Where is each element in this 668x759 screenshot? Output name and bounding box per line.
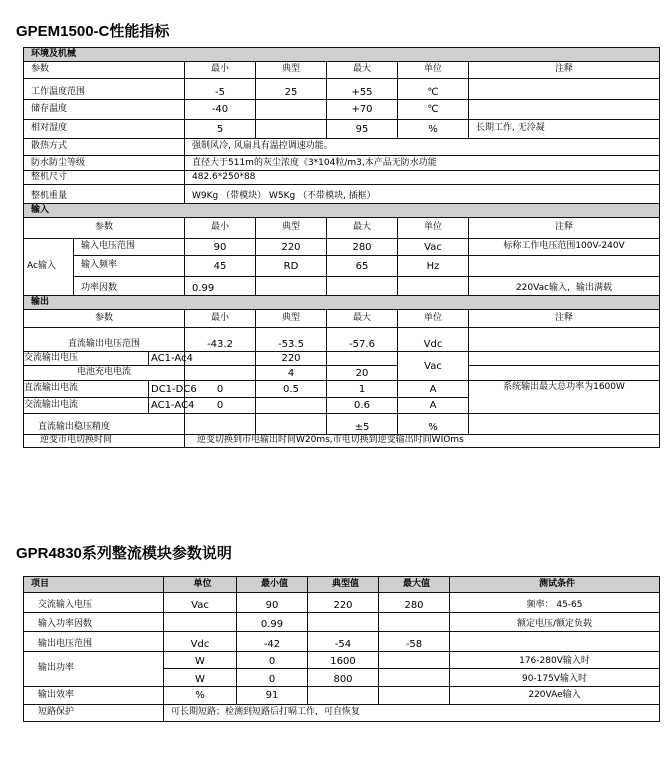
table-row: 交流输入电压 Vac 90 220 280 频率： 45-65 — [24, 593, 660, 613]
table-row: 交流输出电压 AC1-Ac4 220 Vac — [24, 352, 660, 366]
table-row: 输入频率 45 RD 65 Hz — [24, 256, 660, 277]
table-row: 工作温度范围 -5 25 +55 ℃ — [24, 79, 660, 100]
table-row: 输出功率 W 0 1600 176-280V输入时 — [24, 652, 660, 669]
section-header-input — [24, 204, 660, 218]
current-note: 系统输出最大总功率为1600W — [469, 381, 660, 414]
ac-dc-unit: Vac — [398, 352, 469, 381]
table-row: 直流输出电压范围 -43.2 -53.5 -57.6 Vdc — [24, 328, 660, 352]
table-row: 散热方式 强制风冷, 风扇具有温控调速功能。 — [24, 139, 660, 156]
performance-table — [23, 47, 660, 448]
table-row: 输出电压范围 Vdc -42 -54 -58 — [24, 632, 660, 652]
table-row: 功率因数 0.99 220Vac输入，输出满载 — [24, 277, 660, 296]
table-row: 直流输出稳压精度 ±5 % — [24, 414, 660, 435]
rectifier-title: GPR4830系列整流模块参数说明 — [16, 545, 232, 562]
table-row: 直流输出电流 DC1-DC6 0 0.5 1 A 系统输出最大总功率为1600W — [24, 381, 660, 398]
output-power-label: 输出功率 — [24, 652, 164, 687]
output-header: 输出 — [24, 296, 660, 310]
table-row: 防水防尘等级 直径大于511m的灰尘浓度《3*104粒/m3,本产品无防水功能 — [24, 156, 660, 171]
input-header: 输入 — [24, 204, 660, 218]
table-row: 短路保护 可长期短路；检测到短路后打嗝工作，可自恢复 — [24, 705, 660, 722]
env-column-header: 参数 最小 典型 最大 单位 注释 — [24, 62, 660, 79]
table-row: 输入功率因数 0.99 额定电压/额定负载 — [24, 613, 660, 632]
table-row: 整机重量 W9Kg （带模块） W5Kg （不带模块, 插框） — [24, 185, 660, 204]
table-row: 输出效率 % 91 220VAe输入 — [24, 687, 660, 705]
rectifier-table — [23, 576, 660, 722]
ac-input-group: Ac输入 — [24, 239, 74, 296]
table-row: Ac输入 输入电压范围 90 220 280 Vac 标称工作电压范围100V-240V — [24, 239, 660, 256]
env-header: 环境及机械 — [24, 48, 660, 62]
section-header-output — [24, 296, 660, 310]
table-row: 逆变市电切换时间 逆变切换到市电输出时间W20ms,市电切换到逆变输出时间WIOms — [24, 435, 660, 448]
section-header-environment — [24, 48, 660, 62]
table-row: 储存温度 -40 +70 ℃ — [24, 100, 660, 120]
input-column-header: 参数 最小 典型 最大 单位 注释 — [24, 218, 660, 239]
performance-title: GPEM1500-C性能指标 — [16, 23, 170, 40]
table-row: 相对湿度 5 95 % 长期工作, 无冷凝 — [24, 120, 660, 139]
table-row: 电池充电电流 4 20 — [24, 366, 660, 381]
output-column-header: 参数 最小 典型 最大 单位 注释 — [24, 310, 660, 328]
table-row: W 0 800 90-175V输入时 — [24, 669, 660, 687]
table-row: 交流输出电流 AC1-AC4 0 0.6 A — [24, 398, 660, 414]
table-row: 整机尺寸 482.6*250*88 — [24, 171, 660, 185]
rectifier-column-header: 项目 单位 最小值 典型值 最大值 测试条件 — [24, 577, 660, 593]
